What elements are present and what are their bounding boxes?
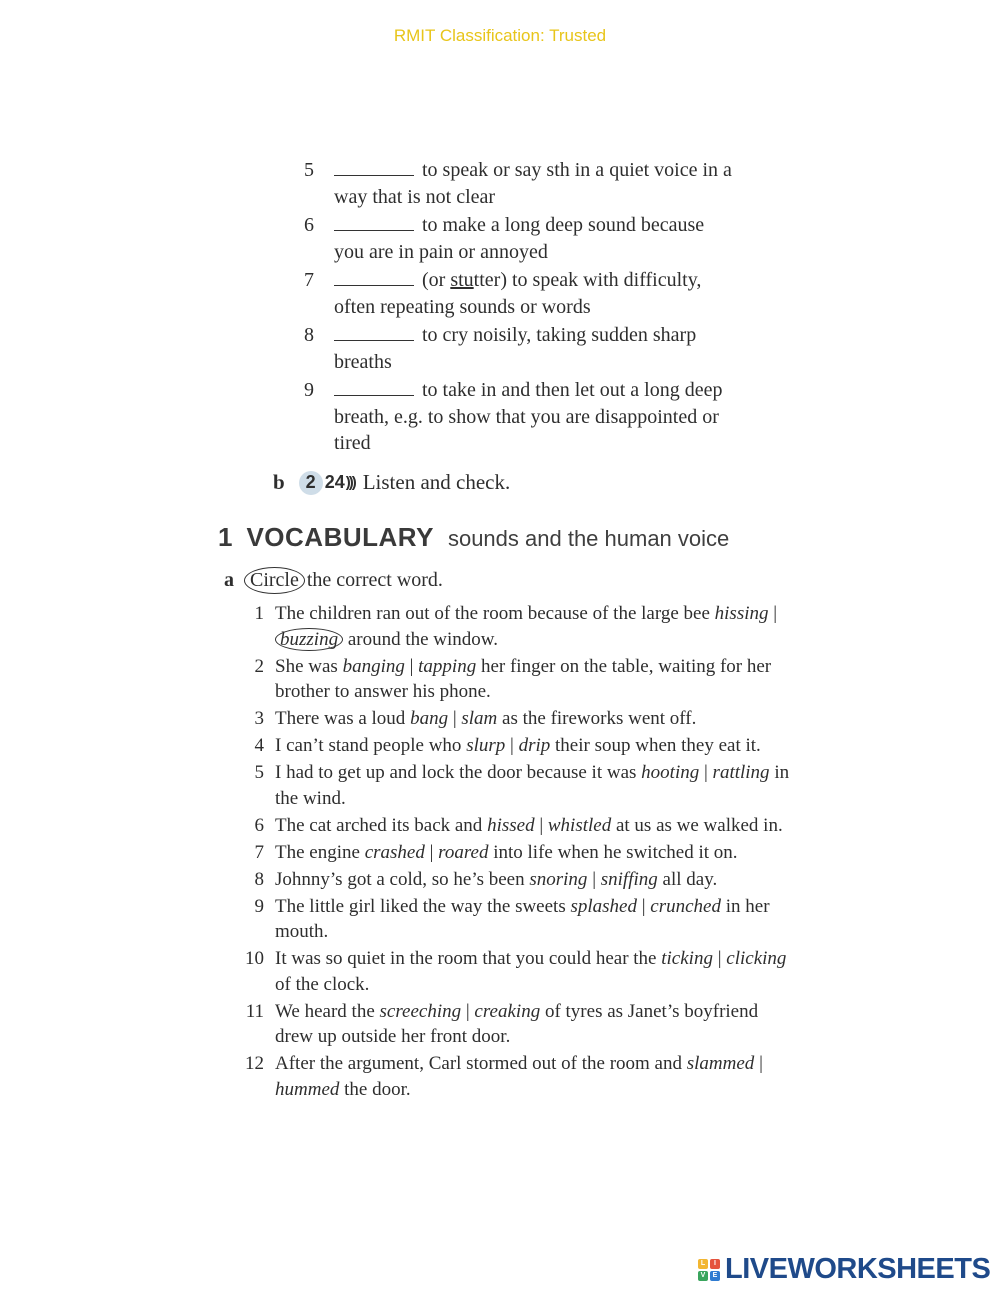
listen-instruction bbox=[273, 470, 510, 495]
listen-text: Listen and check. bbox=[362, 470, 511, 494]
option-separator: | bbox=[461, 1000, 475, 1022]
logo-tile: E bbox=[710, 1271, 720, 1281]
option-2[interactable]: slam bbox=[461, 708, 498, 729]
question-text: There was a loud bbox=[275, 708, 411, 729]
question-item bbox=[240, 840, 800, 866]
definition-text: tter) to speak with difficulty, often repeating sounds or words bbox=[334, 269, 702, 318]
definition-item bbox=[298, 377, 738, 457]
question-number: 3 bbox=[254, 708, 264, 729]
option-separator: | bbox=[712, 948, 727, 969]
option-2[interactable]: tapping bbox=[418, 655, 477, 677]
item-number: 8 bbox=[304, 324, 314, 346]
option-separator: | bbox=[636, 895, 651, 917]
question-text: her finger on the table, waiting for her brother to answer his phone. bbox=[275, 655, 772, 702]
item-number: 7 bbox=[304, 269, 314, 291]
item-number: 9 bbox=[304, 379, 314, 401]
question-text: in the wind. bbox=[275, 762, 790, 809]
logo-tile: L bbox=[698, 1259, 708, 1269]
question-number: 6 bbox=[254, 814, 264, 836]
option-1[interactable]: bang bbox=[410, 708, 449, 729]
definition-text: (or bbox=[422, 269, 451, 291]
option-1[interactable]: slurp bbox=[466, 735, 506, 756]
question-text: We heard the bbox=[275, 1000, 380, 1022]
question-number: 7 bbox=[254, 841, 264, 863]
question-item bbox=[240, 813, 800, 839]
question-item bbox=[240, 706, 800, 732]
question-text: Johnny’s got a cold, so he’s been bbox=[275, 868, 530, 890]
question-number: 12 bbox=[245, 1053, 264, 1074]
question-number: 2 bbox=[254, 655, 264, 677]
exercise-letter: a bbox=[224, 569, 234, 591]
option-separator: | bbox=[534, 814, 548, 836]
option-1[interactable]: hissing bbox=[714, 603, 769, 624]
question-text: of tyres as Janet’s boyfriend drew up outside her front door. bbox=[275, 1000, 759, 1047]
option-2[interactable]: creaking bbox=[474, 1000, 541, 1022]
option-separator: | bbox=[424, 841, 439, 863]
question-item bbox=[240, 894, 800, 945]
option-1[interactable]: crashed bbox=[364, 841, 425, 863]
answer-blank[interactable] bbox=[334, 158, 414, 176]
question-number: 8 bbox=[254, 868, 264, 890]
option-1[interactable]: hooting bbox=[641, 762, 700, 783]
option-1[interactable]: slammed bbox=[686, 1053, 755, 1074]
question-item bbox=[240, 733, 800, 759]
stress-underline: stu bbox=[450, 269, 474, 291]
question-item bbox=[240, 654, 800, 705]
option-2[interactable]: buzzing bbox=[275, 628, 343, 651]
question-item bbox=[240, 760, 800, 811]
question-number: 11 bbox=[245, 1000, 264, 1022]
question-text: The cat arched its back and bbox=[275, 814, 488, 836]
logo-tile: I bbox=[710, 1259, 720, 1269]
cd-icon bbox=[299, 471, 323, 495]
question-text: their soup when they eat it. bbox=[550, 735, 761, 756]
option-1[interactable]: ticking bbox=[661, 948, 713, 969]
question-text: After the argument, Carl stormed out of the room and bbox=[275, 1053, 687, 1074]
answer-blank[interactable] bbox=[334, 268, 414, 286]
section-title: VOCABULARY bbox=[246, 522, 434, 552]
circled-word: Circle bbox=[244, 567, 305, 594]
option-separator: | bbox=[699, 762, 713, 783]
option-2[interactable]: hummed bbox=[275, 1078, 340, 1100]
answer-blank[interactable] bbox=[334, 378, 414, 396]
question-number: 9 bbox=[254, 895, 264, 917]
option-2[interactable]: rattling bbox=[712, 762, 770, 783]
definition-text: to take in and then let out a long deep breath, e.g. to show that you are disappointed or tired bbox=[334, 379, 723, 454]
question-text: The little girl liked the way the sweets bbox=[275, 895, 571, 917]
section-subtitle: sounds and the human voice bbox=[447, 526, 730, 551]
question-text: It was so quiet in the room that you could hear the bbox=[275, 948, 662, 969]
exercise-letter: b bbox=[273, 470, 285, 494]
instruction-text: the correct word. bbox=[306, 569, 443, 591]
question-text: of the clock. bbox=[275, 973, 370, 995]
cropped-text-line bbox=[330, 140, 710, 146]
question-number: 5 bbox=[254, 762, 264, 783]
classification-label: RMIT Classification: Trusted bbox=[393, 26, 607, 45]
item-number: 6 bbox=[304, 214, 314, 236]
option-1[interactable]: banging bbox=[342, 655, 405, 677]
item-number: 5 bbox=[304, 159, 314, 181]
brand-name: LIVEWORKSHEETS bbox=[725, 1253, 991, 1285]
track-number: 24 bbox=[324, 472, 345, 492]
option-separator: | bbox=[768, 603, 778, 624]
question-item bbox=[240, 999, 800, 1050]
option-separator: | bbox=[505, 735, 519, 756]
definition-item bbox=[298, 322, 738, 375]
option-2[interactable]: clicking bbox=[726, 948, 787, 969]
question-number: 4 bbox=[254, 735, 264, 756]
question-number: 1 bbox=[254, 603, 264, 624]
audio-waves-icon: ))) bbox=[345, 474, 355, 491]
answer-blank[interactable] bbox=[334, 323, 414, 341]
question-text: The children ran out of the room because of the large bee bbox=[275, 603, 715, 624]
option-1[interactable]: screeching bbox=[379, 1000, 462, 1022]
question-text: I can’t stand people who bbox=[275, 735, 467, 756]
option-1[interactable]: splashed bbox=[570, 895, 637, 917]
option-separator: | bbox=[587, 868, 601, 890]
option-1[interactable]: hissed bbox=[487, 814, 535, 836]
option-2[interactable]: roared bbox=[438, 841, 489, 863]
liveworksheets-logo-icon bbox=[698, 1259, 720, 1281]
question-text: all day. bbox=[657, 868, 718, 890]
option-2[interactable]: whistled bbox=[547, 814, 612, 836]
exercise-instruction bbox=[224, 567, 443, 594]
question-item bbox=[240, 601, 800, 652]
question-item bbox=[240, 1051, 800, 1102]
option-1[interactable]: snoring bbox=[529, 868, 588, 890]
option-separator: | bbox=[754, 1053, 763, 1074]
definition-text: to cry noisily, taking sudden sharp breaths bbox=[334, 324, 697, 373]
question-text: around the window. bbox=[343, 628, 499, 650]
question-text: the door. bbox=[339, 1078, 411, 1100]
definition-text: to speak or say sth in a quiet voice in a way that is not clear bbox=[334, 159, 732, 208]
cd-number: 2 bbox=[305, 472, 316, 492]
definition-item bbox=[298, 267, 738, 320]
question-text: The engine bbox=[275, 841, 365, 863]
definition-item bbox=[298, 212, 738, 265]
question-text: She was bbox=[275, 655, 343, 677]
definition-list bbox=[298, 157, 738, 459]
question-text: I had to get up and lock the door because it was bbox=[275, 762, 642, 783]
option-separator: | bbox=[448, 708, 462, 729]
question-text: as the fireworks went off. bbox=[497, 708, 697, 729]
option-2[interactable]: crunched bbox=[650, 895, 721, 917]
definition-item bbox=[298, 157, 738, 210]
liveworksheets-brand[interactable] bbox=[698, 1253, 990, 1286]
section-number: 1 bbox=[218, 522, 233, 552]
question-item bbox=[240, 867, 800, 893]
question-text: in her mouth. bbox=[275, 895, 770, 942]
answer-blank[interactable] bbox=[334, 213, 414, 231]
logo-tile: V bbox=[698, 1271, 708, 1281]
definition-text: to make a long deep sound because you are in pain or annoyed bbox=[334, 214, 705, 263]
question-text: into life when he switched it on. bbox=[488, 841, 738, 863]
question-number: 10 bbox=[245, 948, 264, 969]
audio-track[interactable] bbox=[299, 471, 355, 495]
question-text: at us as we walked in. bbox=[611, 814, 783, 836]
question-item bbox=[240, 946, 800, 997]
option-2[interactable]: sniffing bbox=[600, 868, 658, 890]
question-list bbox=[240, 601, 800, 1104]
section-heading bbox=[218, 522, 729, 553]
option-separator: | bbox=[404, 655, 419, 677]
option-2[interactable]: drip bbox=[518, 735, 551, 756]
